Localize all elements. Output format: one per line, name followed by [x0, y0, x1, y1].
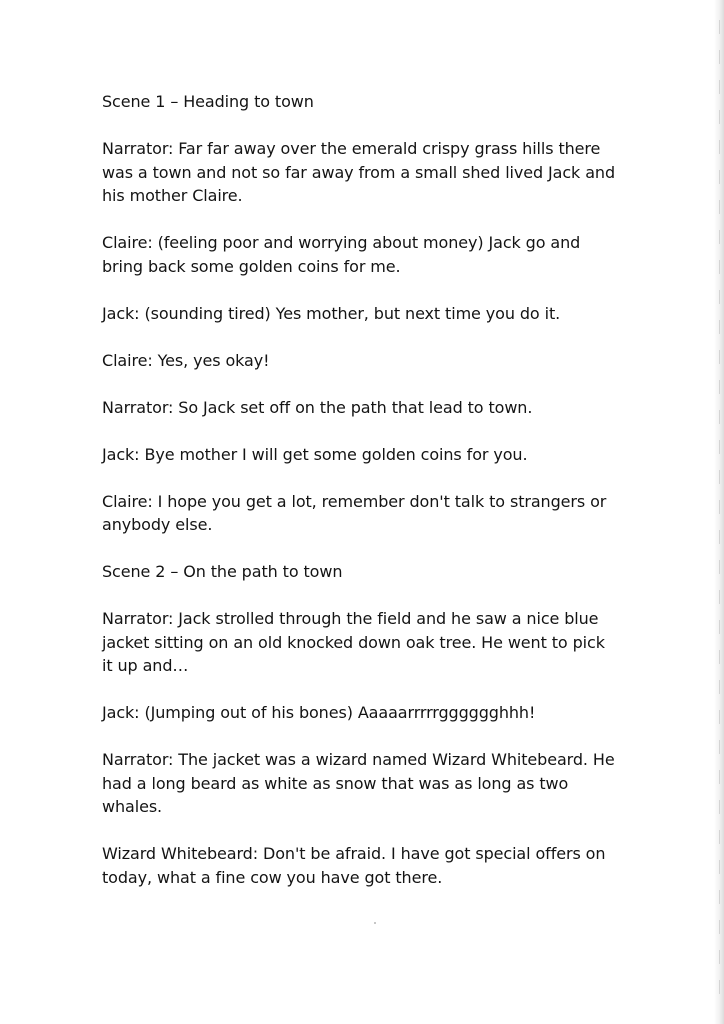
narrator-line-3: Narrator: Jack strolled through the field and he saw a nice blue jacket sitting on an old knocked down oak tree. He went to pick it up and… [102, 609, 605, 675]
jack-line-3: Jack: (Jumping out of his bones) Aaaaarrrrrgggggghhh! [102, 703, 536, 722]
narrator-line-2: Narrator: So Jack set off on the path that lead to town. [102, 397, 533, 417]
play-script [102, 90, 617, 889]
scene-1-heading: Scene 1 – Heading to town [102, 92, 314, 111]
scene-2-heading: Scene 2 – On the path to town [102, 562, 343, 581]
scan-speck [374, 922, 376, 924]
claire-line-2: Claire: Yes, yes okay! [102, 350, 270, 370]
claire-line-1: Claire: (feeling poor and worrying about money) Jack go and bring back some golden coins for me. [102, 233, 581, 276]
wizard-line-1: Wizard Whitebeard: Don't be afraid. I have got special offers on today, what a fine cow you have got there. [102, 844, 606, 887]
jack-line-1: Jack: (sounding tired) Yes mother, but next time you do it. [102, 303, 561, 323]
claire-line-3: Claire: I hope you get a lot, remember don't talk to strangers or anybody else. [102, 491, 607, 534]
narrator-line-1: Narrator: Far far away over the emerald crispy grass hills there was a town and not so far away from a small shed lived Jack and his mother Claire. [102, 139, 616, 205]
narrator-line-4: Narrator: The jacket was a wizard named Wizard Whitebeard. He had a long beard as white as snow that was as long as two whales. [102, 750, 615, 816]
scan-edge-line [719, 20, 720, 1000]
jack-line-2: Jack: Bye mother I will get some golden coins for you. [102, 444, 528, 464]
